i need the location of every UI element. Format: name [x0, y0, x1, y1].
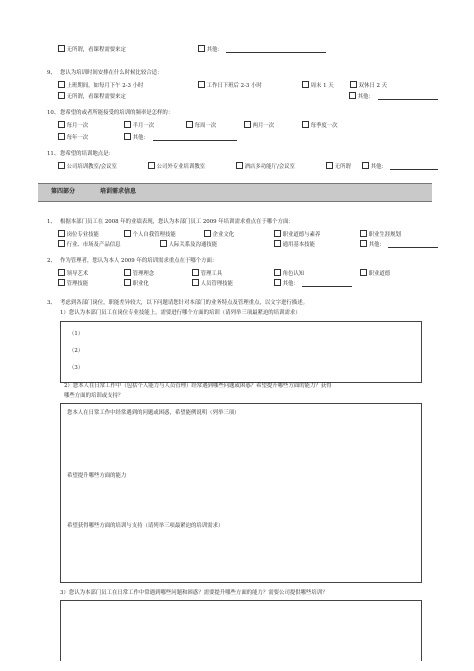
option-q1-1[interactable]: 岗位专业技能: [58, 230, 99, 238]
sub-question-1: 1）您认为本部门员工在岗位专业技能上，需要进行哪个方面的培训（请列举三项最紧迫的培训需求）: [60, 310, 301, 316]
answer-item-1: （1）: [69, 331, 84, 337]
option-q1-4[interactable]: 职业道德与素养: [274, 230, 320, 238]
option-q10-2[interactable]: 半月一次: [124, 121, 154, 129]
option-q2-4[interactable]: 角色认知: [274, 269, 304, 277]
section-header: [38, 183, 432, 202]
option-q11-2[interactable]: 公司外专业培训教室: [148, 162, 205, 170]
q9-other-line[interactable]: [378, 99, 438, 100]
question-number: 10、: [47, 110, 60, 116]
option-q1-7[interactable]: 人际关系及沟通技能: [160, 240, 217, 248]
answer-box-1[interactable]: [60, 321, 422, 383]
option-q2-3[interactable]: 管理工具: [192, 269, 222, 277]
q11-other-line[interactable]: [390, 169, 438, 170]
answer-box-3[interactable]: [60, 600, 422, 661]
answer-item-2: （2）: [69, 348, 84, 354]
box2-prompt-problems: 您本人在日常工作中经常遇到的问题或困惑，希望能例说明（列举三项）: [67, 410, 240, 416]
question-text: 作为管理者，您认为本人 2009 年的培训需求重点在于哪个方面：: [60, 258, 218, 264]
option-q1-8[interactable]: 通用基本技能: [274, 240, 315, 248]
option-q10-4[interactable]: 两月一次: [244, 121, 274, 129]
question-text: 考虑到各部门岗位，职能差异较大，以下问题请您针对本部门的业务特点及管理重点，以文字进行描述。: [60, 300, 308, 306]
option-q11-other[interactable]: 其他：: [362, 162, 387, 170]
option-q9-4[interactable]: 双休日 2 天: [350, 81, 387, 89]
option-q1-other[interactable]: 其他：: [360, 240, 385, 248]
question-number: 2、: [47, 258, 56, 264]
option-q1-5[interactable]: 职业生涯规划: [360, 230, 401, 238]
question-number: 9、: [47, 70, 56, 76]
option-q2-5[interactable]: 职业道德: [360, 269, 390, 277]
sub-question-2-line1: 2）您本人在日常工作中（包括个人能力与人员管理）经常遇到哪些问题或困惑？希望提升哪些方面的能力？获得: [64, 383, 332, 389]
option-q2-7[interactable]: 职业化: [124, 279, 149, 287]
section-title: 培训需求信息: [100, 188, 137, 195]
question-text: 您认为培训时间安排在什么时候比较合适：: [60, 70, 163, 76]
option-q10-3[interactable]: 每周一次: [186, 121, 216, 129]
q2-other-line[interactable]: [302, 286, 352, 287]
answer-box-2[interactable]: [60, 403, 422, 583]
answer-item-3: （3）: [69, 365, 84, 371]
option-q2-8[interactable]: 人员管理技能: [192, 279, 233, 287]
option-q2-6[interactable]: 管理技能: [58, 279, 88, 287]
option-q10-6[interactable]: 每年一次: [58, 133, 88, 141]
option-no-preference[interactable]: 无所谓，看课程需要来定: [58, 45, 126, 53]
question-number: 1、: [47, 219, 56, 225]
option-q1-3[interactable]: 企业文化: [204, 230, 234, 238]
box2-prompt-abilities: 希望提升哪些方面的能力: [67, 473, 127, 479]
box2-prompt-training: 希望获得哪些方面的培训与支持（请列举三项最紧迫的培训需求）: [67, 523, 224, 529]
q10-other-line[interactable]: [153, 140, 237, 141]
option-q11-1[interactable]: 公司培训教室/会议室: [58, 162, 117, 170]
option-other[interactable]: 其他：: [198, 45, 223, 53]
option-q9-2[interactable]: 工作日下班后 2-3 小时: [198, 81, 262, 89]
option-q9-3[interactable]: 周末 1 天: [302, 81, 334, 89]
question-number: 11、: [47, 151, 60, 157]
option-q2-other[interactable]: 其他：: [274, 279, 299, 287]
option-q1-6[interactable]: 行业、市场及产品信息: [58, 240, 121, 248]
question-text: 根据本部门员工在 2008 年的业绩表现，您认为本部门员工 2009 年培训需求重点在于哪个方面：: [60, 219, 294, 225]
option-q10-5[interactable]: 每季度一次: [302, 121, 338, 129]
sub-question-2-line2: 哪些方面的培训或支持？: [64, 393, 124, 399]
option-q1-2[interactable]: 个人自我管理技能: [124, 230, 176, 238]
option-q10-1[interactable]: 每月一次: [58, 121, 88, 129]
question-text: 您希望的或者所能接受的培训的频率是怎样的：: [60, 110, 174, 116]
option-q9-5[interactable]: 无所谓，看课程需要来定: [58, 92, 126, 100]
section-part-label: 第四部分: [51, 188, 76, 195]
other-answer-line[interactable]: [226, 52, 326, 53]
q1-other-line[interactable]: [388, 247, 438, 248]
option-q11-4[interactable]: 无所谓: [326, 162, 351, 170]
option-q9-other[interactable]: 其他：: [349, 92, 374, 100]
option-q2-1[interactable]: 领导艺术: [58, 269, 88, 277]
option-q9-1[interactable]: 上班期间，如每月下午 2-3 小时: [58, 81, 143, 89]
option-q11-3[interactable]: 酒店多功能厅/会议室: [236, 162, 295, 170]
option-q2-2[interactable]: 管理理念: [124, 269, 154, 277]
question-number: 3、: [47, 300, 56, 306]
question-text: 您希望的培训地点是：: [60, 151, 114, 157]
sub-question-3: 3）您认为本部门员工在日常工作中常遇到哪些问题和困惑？需要提升哪些方面的能力？需要公司提供哪些培训？: [60, 590, 328, 596]
option-q10-other[interactable]: 其他：: [124, 133, 149, 141]
